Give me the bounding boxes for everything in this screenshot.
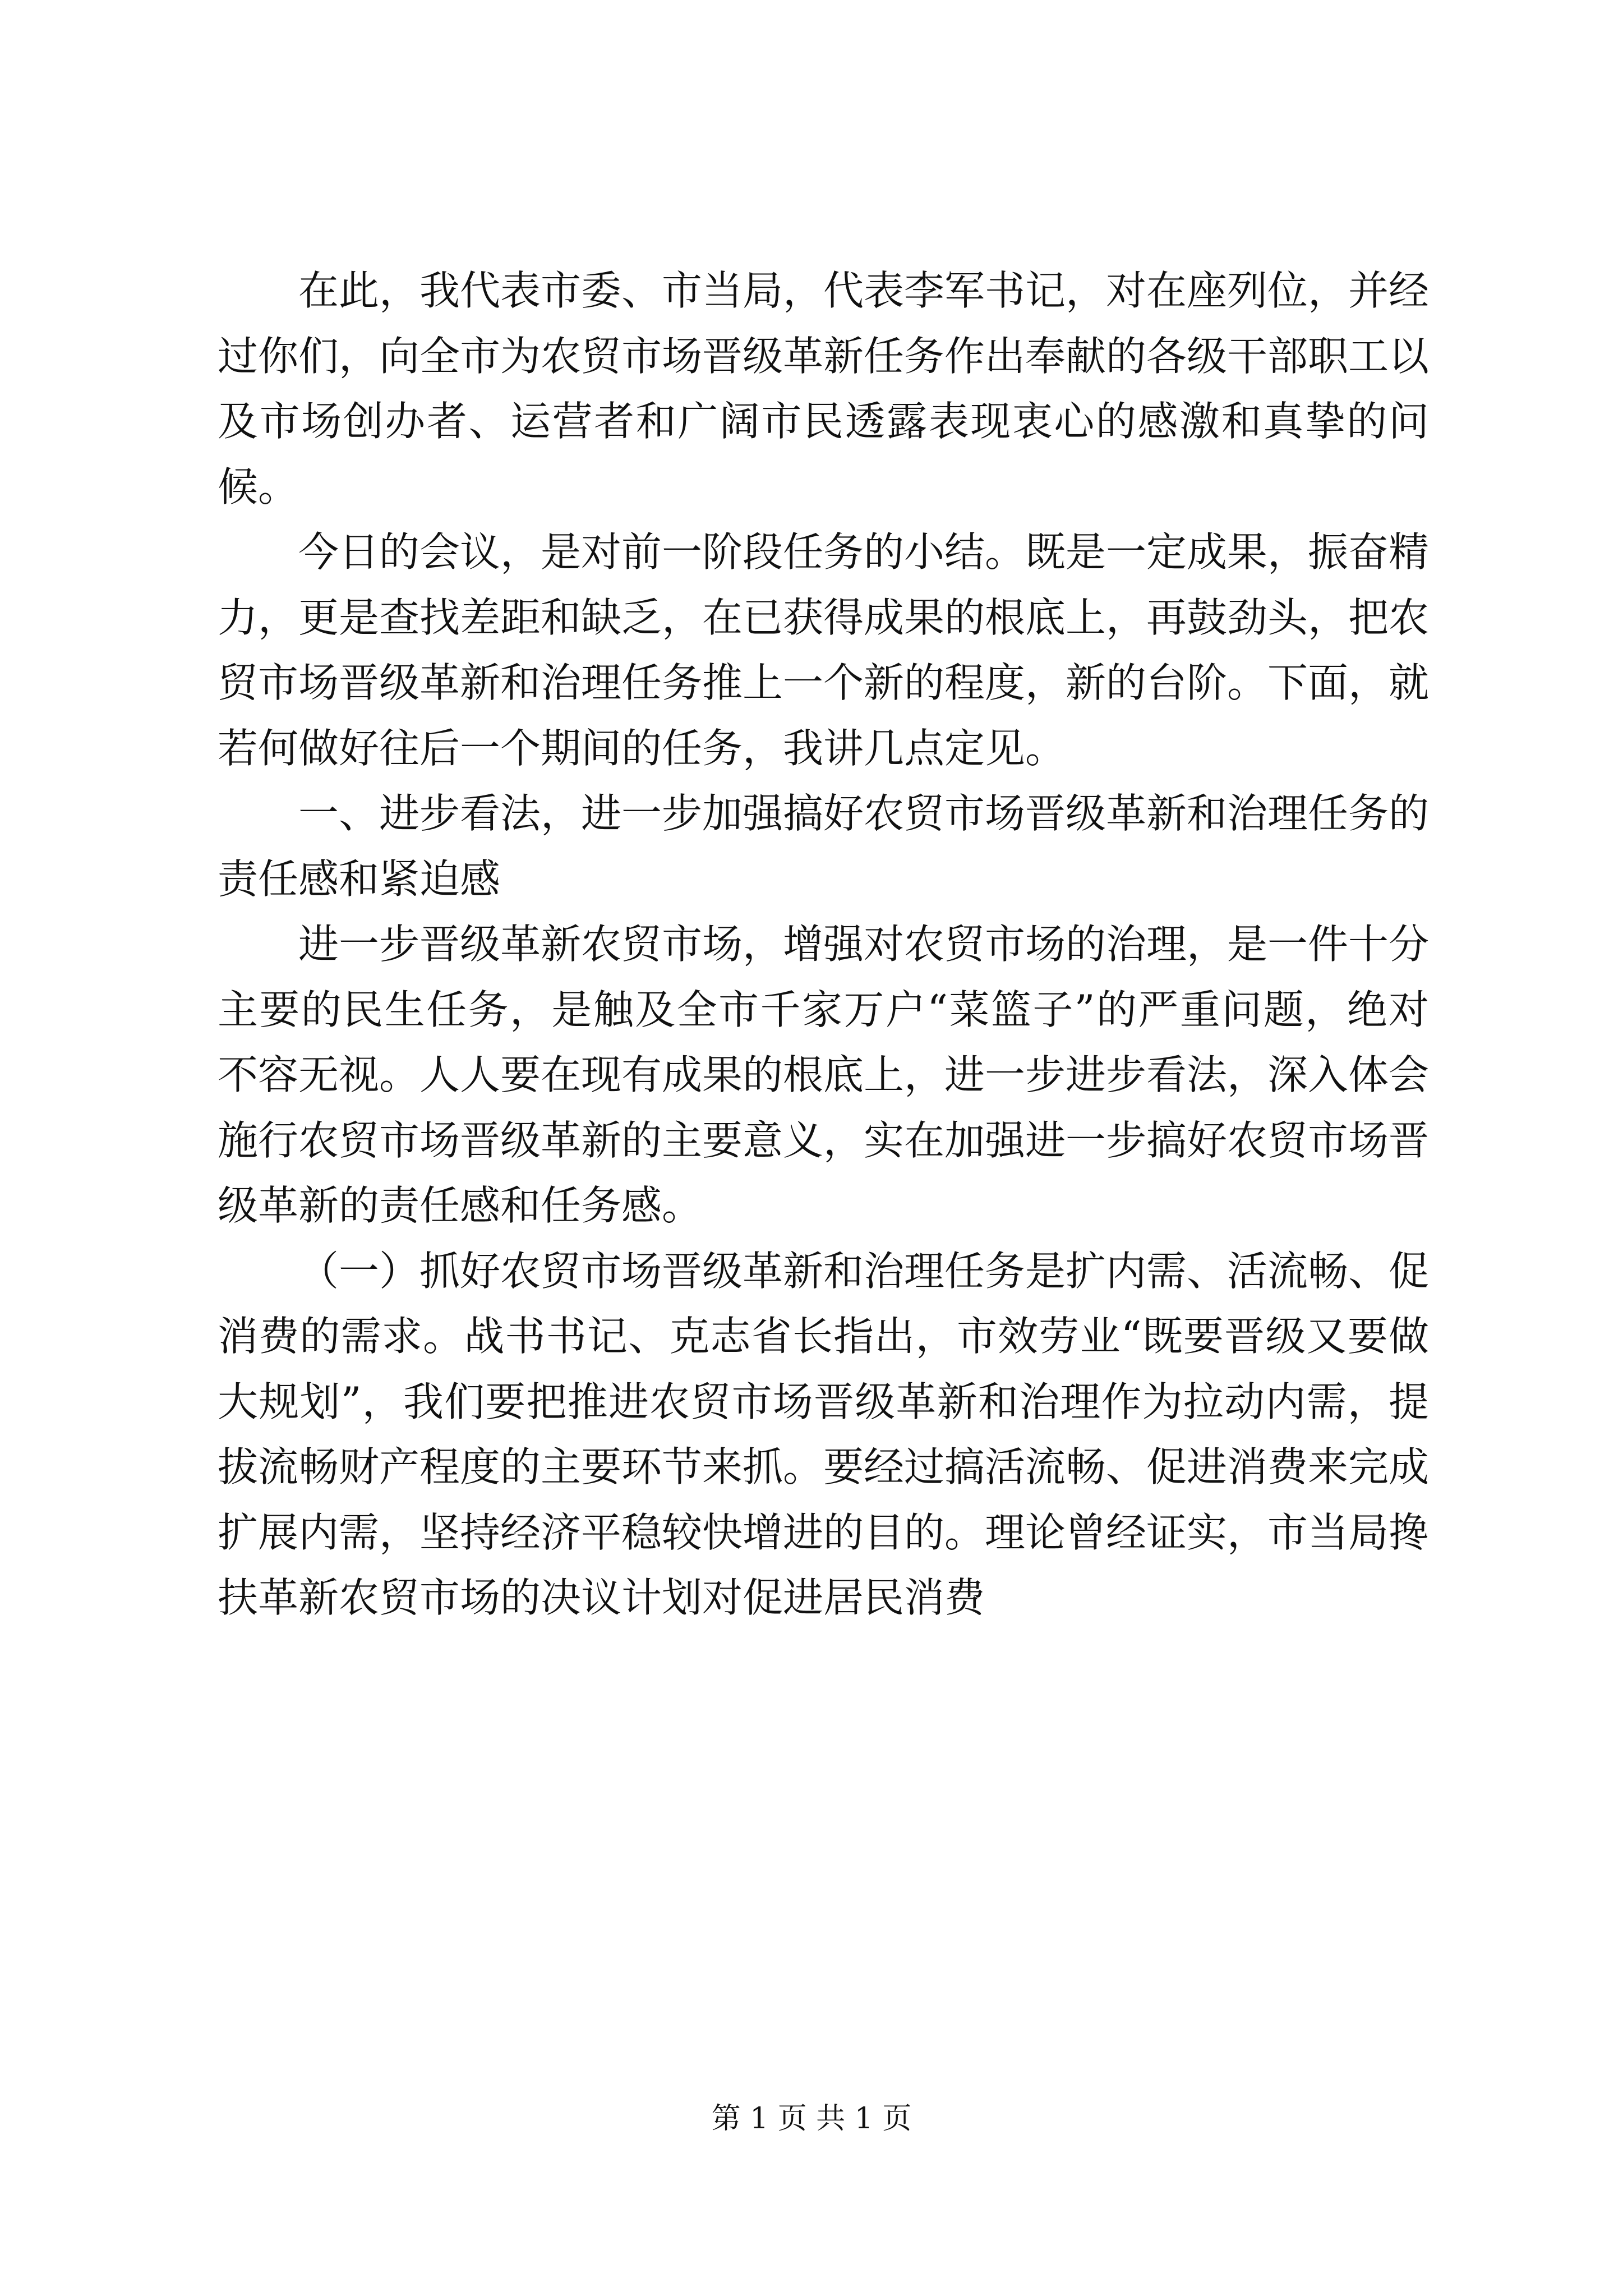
paragraph-upgrade-importance: 进一步晋级革新农贸市场，增强对农贸市场的治理，是一件十分主要的民生任务，是触及全市千家万户“菜篮子”的严重问题，绝对不容无视。人人要在现有成果的根底上，进一步进步看法，深入体会施行农贸市场晋级革新的主要意义，实在加强进一步搞好农贸市场晋级革新的责任感和任务感。 — [218, 921, 1430, 1229]
section-heading-1: 一、进步看法，进一步加强搞好农贸市场晋级革新和治理任务的责任感和紧迫感 — [218, 790, 1430, 903]
document-body — [218, 258, 1429, 1631]
paragraph-subsection-1: （一）抓好农贸市场晋级革新和治理任务是扩内需、活流畅、促消费的需求。战书书记、克志省长指出，市效劳业“既要晋级又要做大规划”，我们要把推进农贸市场晋级革新和治理作为拉动内需，提拔流畅财产程度的主要环节来抓。要经过搞活流畅、促进消费来完成扩展内需，坚持经济平稳较快增进的目的。理论曾经证实，市当局搀扶革新农贸市场的决议计划对促进居民消费 — [218, 1247, 1430, 1621]
paragraph-meeting-summary: 今日的会议，是对前一阶段任务的小结。既是一定成果，振奋精力，更是查找差距和缺乏，在已获得成果的根底上，再鼓劲头，把农贸市场晋级革新和治理任务推上一个新的程度，新的台阶。下面，就若何做好往后一个期间的任务，我讲几点定见。 — [218, 528, 1430, 772]
paragraph-greeting: 在此，我代表市委、市当局，代表李军书记，对在座列位，并经过你们，向全市为农贸市场晋级革新任务作出奉献的各级干部职工以及市场创办者、运营者和广阔市民透露表现衷心的感激和真挚的问候。 — [218, 267, 1430, 510]
page-footer: 第 1 页 共 1 页 — [711, 2102, 912, 2136]
